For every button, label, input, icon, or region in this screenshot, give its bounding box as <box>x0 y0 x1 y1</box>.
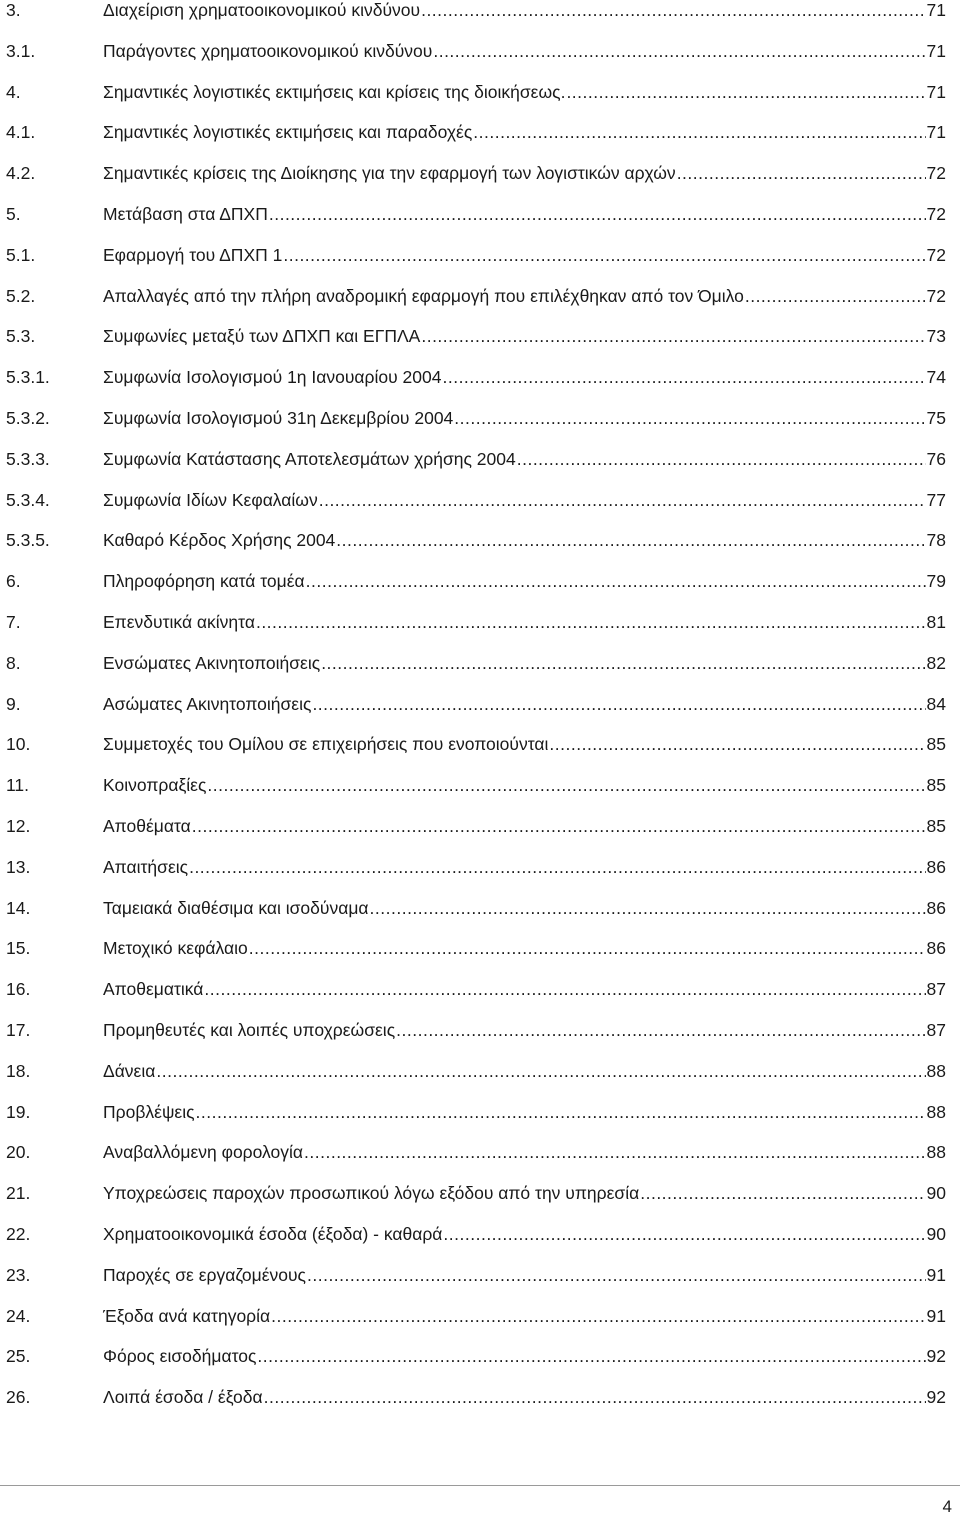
dot-leader <box>264 1377 926 1418</box>
toc-entry-title: Παράγοντες χρηματοοικονομικού κινδύνου <box>103 40 433 61</box>
toc-entry[interactable] <box>6 1051 946 1092</box>
toc-entry-body <box>103 72 946 113</box>
toc-entry[interactable] <box>6 724 946 765</box>
toc-entry-body <box>103 398 946 439</box>
toc-entry[interactable] <box>6 1336 946 1377</box>
toc-entry-number: 5.3.1. <box>6 367 50 388</box>
toc-entry-title: Φόρος εισοδήματος <box>103 1346 257 1367</box>
toc-entry-body <box>103 520 946 561</box>
toc-entry-title: Λοιπά έσοδα / έξοδα <box>103 1387 263 1408</box>
toc-entry-title: Συμμετοχές του Ομίλου σε επιχειρήσεις που ενοποιούνται <box>103 734 549 755</box>
toc-entry[interactable] <box>6 888 946 929</box>
toc-entry-title: Συμφωνία Ισολογισμού 1η Ιανουαρίου 2004 <box>103 367 442 388</box>
toc-entry-title: Προμηθευτές και λοιπές υποχρεώσεις <box>103 1019 396 1040</box>
toc-entry-number: 8. <box>6 652 21 673</box>
toc-entry-title: Συμφωνία Κατάστασης Αποτελεσμάτων χρήσης 2004 <box>103 448 516 469</box>
toc-entry-number: 15. <box>6 938 31 959</box>
toc-entry-number: 4.2. <box>6 163 36 184</box>
toc-entry-number: 19. <box>6 1101 31 1122</box>
dot-leader <box>192 806 926 847</box>
toc-entry[interactable] <box>6 969 946 1010</box>
toc-entry-body <box>103 1296 946 1337</box>
toc-entry-page: 79 <box>926 571 946 592</box>
toc-entry-number: 5.1. <box>6 244 36 265</box>
toc-entry-title: Σημαντικές λογιστικές εκτιμήσεις και κρίσεις της διοικήσεως. <box>103 81 566 102</box>
toc-entry-page: 71 <box>926 81 946 102</box>
dot-leader <box>256 602 926 643</box>
toc-entry-number: 13. <box>6 856 31 877</box>
toc-entry-number: 16. <box>6 979 31 1000</box>
toc-entry-number: 17. <box>6 1019 31 1040</box>
toc-entry-number: 5.3.2. <box>6 407 50 428</box>
toc-entry-body <box>103 31 946 72</box>
dot-leader <box>156 1051 925 1092</box>
toc-entry-title: Ταμειακά διαθέσιμα και ισοδύναμα <box>103 897 369 918</box>
toc-entry-title: Έξοδα ανά κατηγορία <box>103 1305 271 1326</box>
toc-entry[interactable] <box>6 928 946 969</box>
toc-entry[interactable] <box>6 194 946 235</box>
toc-entry-title: Προβλέψεις <box>103 1101 195 1122</box>
toc-entry-body <box>103 969 946 1010</box>
toc-entry-title: Συμφωνία Ισολογισμού 31η Δεκεμβρίου 2004 <box>103 407 454 428</box>
toc-entry[interactable] <box>6 1092 946 1133</box>
toc-entry-page: 72 <box>926 244 946 265</box>
toc-entry[interactable] <box>6 847 946 888</box>
toc-entry-body <box>103 357 946 398</box>
toc-entry-number: 5.2. <box>6 285 36 306</box>
toc-entry-page: 86 <box>926 938 946 959</box>
toc-entry-number: 5.3.4. <box>6 489 50 510</box>
toc-entry-body <box>103 684 946 725</box>
toc-entry-page: 81 <box>926 611 946 632</box>
toc-entry-title: Παροχές σε εργαζομένους <box>103 1264 306 1285</box>
toc-entry-body <box>103 928 946 969</box>
toc-entry-body <box>103 806 946 847</box>
dot-leader <box>204 969 925 1010</box>
toc-entry-page: 72 <box>926 285 946 306</box>
dot-leader <box>257 1336 925 1377</box>
dot-leader <box>312 684 925 725</box>
dot-leader <box>189 847 925 888</box>
toc-entry-title: Ασώματες Ακινητοποιήσεις <box>103 693 312 714</box>
toc-entry-body <box>103 1377 946 1418</box>
dot-leader <box>433 31 925 72</box>
dot-leader <box>640 1173 925 1214</box>
toc-entry-title: Ενσώματες Ακινητοποιήσεις <box>103 652 321 673</box>
toc-entry-number: 7. <box>6 611 21 632</box>
toc-entry[interactable] <box>6 602 946 643</box>
toc-entry-title: Πληροφόρηση κατά τομέα <box>103 571 305 592</box>
dot-leader <box>306 561 926 602</box>
toc-entry-number: 5. <box>6 203 21 224</box>
dot-leader <box>336 520 925 561</box>
toc-entry-page: 90 <box>926 1183 946 1204</box>
dot-leader <box>207 765 925 806</box>
toc-entry-number: 3.1. <box>6 40 36 61</box>
toc-entry[interactable] <box>6 0 946 31</box>
toc-entry-page: 73 <box>926 326 946 347</box>
page-number: 4 <box>942 1497 952 1516</box>
toc-entry[interactable] <box>6 1214 946 1255</box>
toc-entry-page: 77 <box>926 489 946 510</box>
toc-entry-number: 4. <box>6 81 21 102</box>
toc-entry-body <box>103 1092 946 1133</box>
dot-leader <box>421 0 925 31</box>
toc-entry[interactable] <box>6 1377 946 1418</box>
dot-leader <box>271 1296 925 1337</box>
toc-entry-page: 71 <box>926 0 946 20</box>
toc-entry-page: 71 <box>926 40 946 61</box>
toc-entry-page: 78 <box>926 530 946 551</box>
toc-entry[interactable] <box>6 439 946 480</box>
toc-entry-page: 88 <box>926 1101 946 1122</box>
toc-entry-page: 85 <box>926 815 946 836</box>
toc-entry-title: Μετάβαση στα ΔΠΧΠ <box>103 203 268 224</box>
toc-entry[interactable] <box>6 153 946 194</box>
dot-leader <box>321 643 925 684</box>
toc-entry-body <box>103 847 946 888</box>
toc-entry-body <box>103 1173 946 1214</box>
toc-entry-number: 6. <box>6 571 21 592</box>
toc-entry-number: 5.3.3. <box>6 448 50 469</box>
toc-entry[interactable] <box>6 684 946 725</box>
toc-entry-number: 11. <box>6 775 30 796</box>
toc-entry-title: Αποθεματικά <box>103 979 204 1000</box>
toc-entry-title: Κοινοπραξίες <box>103 775 207 796</box>
dot-leader <box>454 398 925 439</box>
dot-leader <box>443 1214 925 1255</box>
dot-leader <box>421 316 925 357</box>
toc-entry-body <box>103 888 946 929</box>
toc-entry-number: 20. <box>6 1142 31 1163</box>
dot-leader <box>269 194 926 235</box>
toc-entry-title: Χρηματοοικονομικά έσοδα (έξοδα) - καθαρά <box>103 1223 443 1244</box>
toc-entry[interactable] <box>6 1132 946 1173</box>
toc-entry-page: 76 <box>926 448 946 469</box>
toc-entry[interactable] <box>6 643 946 684</box>
dot-leader <box>473 112 925 153</box>
toc-entry-page: 72 <box>926 203 946 224</box>
dot-leader <box>370 888 926 929</box>
toc-entry-body <box>103 561 946 602</box>
toc-entry-title: Μετοχικό κεφάλαιο <box>103 938 248 959</box>
dot-leader <box>283 235 925 276</box>
toc-entry-body <box>103 643 946 684</box>
toc-entry-body <box>103 1010 946 1051</box>
toc-entry-body <box>103 765 946 806</box>
dot-leader <box>249 928 926 969</box>
toc-entry[interactable] <box>6 1010 946 1051</box>
toc-entry-body <box>103 602 946 643</box>
dot-leader <box>307 1255 926 1296</box>
toc-entry-number: 22. <box>6 1223 31 1244</box>
toc-entry-title: Απαλλαγές από την πλήρη αναδρομική εφαρμογή που επιλέχθηκαν από τον Όμιλο <box>103 285 744 306</box>
toc-entry-title: Σημαντικές κρίσεις της Διοίκησης για την εφαρμογή των λογιστικών αρχών <box>103 163 676 184</box>
toc-entry-title: Συμφωνίες μεταξύ των ΔΠΧΠ και ΕΓΠΛΑ <box>103 326 421 347</box>
toc-entry-page: 72 <box>926 163 946 184</box>
toc-entry-page: 90 <box>926 1223 946 1244</box>
toc-entry-page: 75 <box>926 407 946 428</box>
toc-entry-page: 92 <box>926 1346 946 1367</box>
toc-entry-title: Αναβαλλόμενη φορολογία <box>103 1142 304 1163</box>
toc-entry-number: 10. <box>6 734 31 755</box>
toc-entry-title: Επενδυτικά ακίνητα <box>103 611 255 632</box>
toc-entry-number: 24. <box>6 1305 31 1326</box>
toc-entry[interactable] <box>6 561 946 602</box>
toc-entry[interactable] <box>6 316 946 357</box>
toc-entry[interactable] <box>6 765 946 806</box>
toc-entry-body <box>103 153 946 194</box>
toc-entry-body <box>103 724 946 765</box>
toc-entry-title: Σημαντικές λογιστικές εκτιμήσεις και παραδοχές <box>103 122 473 143</box>
dot-leader <box>566 72 925 113</box>
toc-entry-number: 26. <box>6 1387 31 1408</box>
dot-leader <box>396 1010 925 1051</box>
toc-entry-title: Αποθέματα <box>103 815 191 836</box>
toc-entry-body <box>103 1336 946 1377</box>
toc-entry-page: 71 <box>926 122 946 143</box>
toc-entry-number: 3. <box>6 0 21 20</box>
toc-entry-page: 85 <box>926 775 946 796</box>
toc-entry-title: Συμφωνία Ιδίων Κεφαλαίων <box>103 489 318 510</box>
toc-entry-number: 9. <box>6 693 21 714</box>
toc-entry-body <box>103 1255 946 1296</box>
dot-leader <box>319 480 926 521</box>
toc-entry[interactable] <box>6 235 946 276</box>
toc-entry[interactable] <box>6 398 946 439</box>
toc-entry[interactable] <box>6 1296 946 1337</box>
dot-leader <box>304 1132 926 1173</box>
toc-entry-page: 88 <box>926 1142 946 1163</box>
dot-leader <box>677 153 926 194</box>
toc-entry-page: 85 <box>926 734 946 755</box>
toc-entry-number: 4.1. <box>6 122 36 143</box>
toc-entry-number: 14. <box>6 897 31 918</box>
toc-entry-number: 5.3. <box>6 326 36 347</box>
toc-entry-body <box>103 194 946 235</box>
toc-entry-number: 12. <box>6 815 31 836</box>
toc-entry[interactable] <box>6 112 946 153</box>
toc-entry[interactable] <box>6 480 946 521</box>
toc-entry[interactable] <box>6 1255 946 1296</box>
toc-entry-page: 92 <box>926 1387 946 1408</box>
toc-entry-title: Υποχρεώσεις παροχών προσωπικού λόγω εξόδου από την υπηρεσία <box>103 1183 640 1204</box>
toc-entry-page: 82 <box>926 652 946 673</box>
footer-divider <box>0 1485 960 1486</box>
toc-entry[interactable] <box>6 1173 946 1214</box>
dot-leader <box>517 439 926 480</box>
toc-entry-body <box>103 1214 946 1255</box>
toc-entry[interactable] <box>6 806 946 847</box>
toc-entry-body <box>103 1132 946 1173</box>
toc-entry-body <box>103 480 946 521</box>
toc-entry-title: Απαιτήσεις <box>103 856 189 877</box>
toc-entry-title: Διαχείριση χρηματοοικονομικού κινδύνου <box>103 0 421 20</box>
toc-entry-page: 86 <box>926 897 946 918</box>
toc-entry-page: 74 <box>926 367 946 388</box>
toc-entry[interactable] <box>6 72 946 113</box>
toc-entry-page: 88 <box>926 1060 946 1081</box>
toc-entry-body <box>103 439 946 480</box>
toc-entry[interactable] <box>6 520 946 561</box>
toc-entry-title: Καθαρό Κέρδος Χρήσης 2004 <box>103 530 336 551</box>
toc-entry-number: 21. <box>6 1183 31 1204</box>
toc-entry-title: Δάνεια <box>103 1060 156 1081</box>
table-of-contents <box>6 0 946 1418</box>
toc-entry-page: 91 <box>926 1305 946 1326</box>
toc-entry-page: 91 <box>926 1264 946 1285</box>
toc-entry-body <box>103 316 946 357</box>
dot-leader <box>196 1092 926 1133</box>
toc-entry-number: 25. <box>6 1346 31 1367</box>
toc-entry-page: 87 <box>926 1019 946 1040</box>
dot-leader <box>442 357 925 398</box>
toc-entry-number: 18. <box>6 1060 31 1081</box>
toc-entry[interactable] <box>6 31 946 72</box>
toc-entry-body <box>103 1051 946 1092</box>
toc-entry-page: 86 <box>926 856 946 877</box>
toc-entry-body <box>103 0 946 31</box>
toc-entry[interactable] <box>6 357 946 398</box>
toc-entry-body <box>103 112 946 153</box>
toc-entry-page: 84 <box>926 693 946 714</box>
toc-entry[interactable] <box>6 276 946 317</box>
toc-entry-number: 23. <box>6 1264 31 1285</box>
dot-leader <box>745 276 926 317</box>
toc-entry-title: Εφαρμογή του ΔΠΧΠ 1 <box>103 244 283 265</box>
toc-entry-page: 87 <box>926 979 946 1000</box>
toc-entry-number: 5.3.5. <box>6 530 50 551</box>
toc-entry-body <box>103 235 946 276</box>
toc-entry-body <box>103 276 946 317</box>
dot-leader <box>549 724 925 765</box>
